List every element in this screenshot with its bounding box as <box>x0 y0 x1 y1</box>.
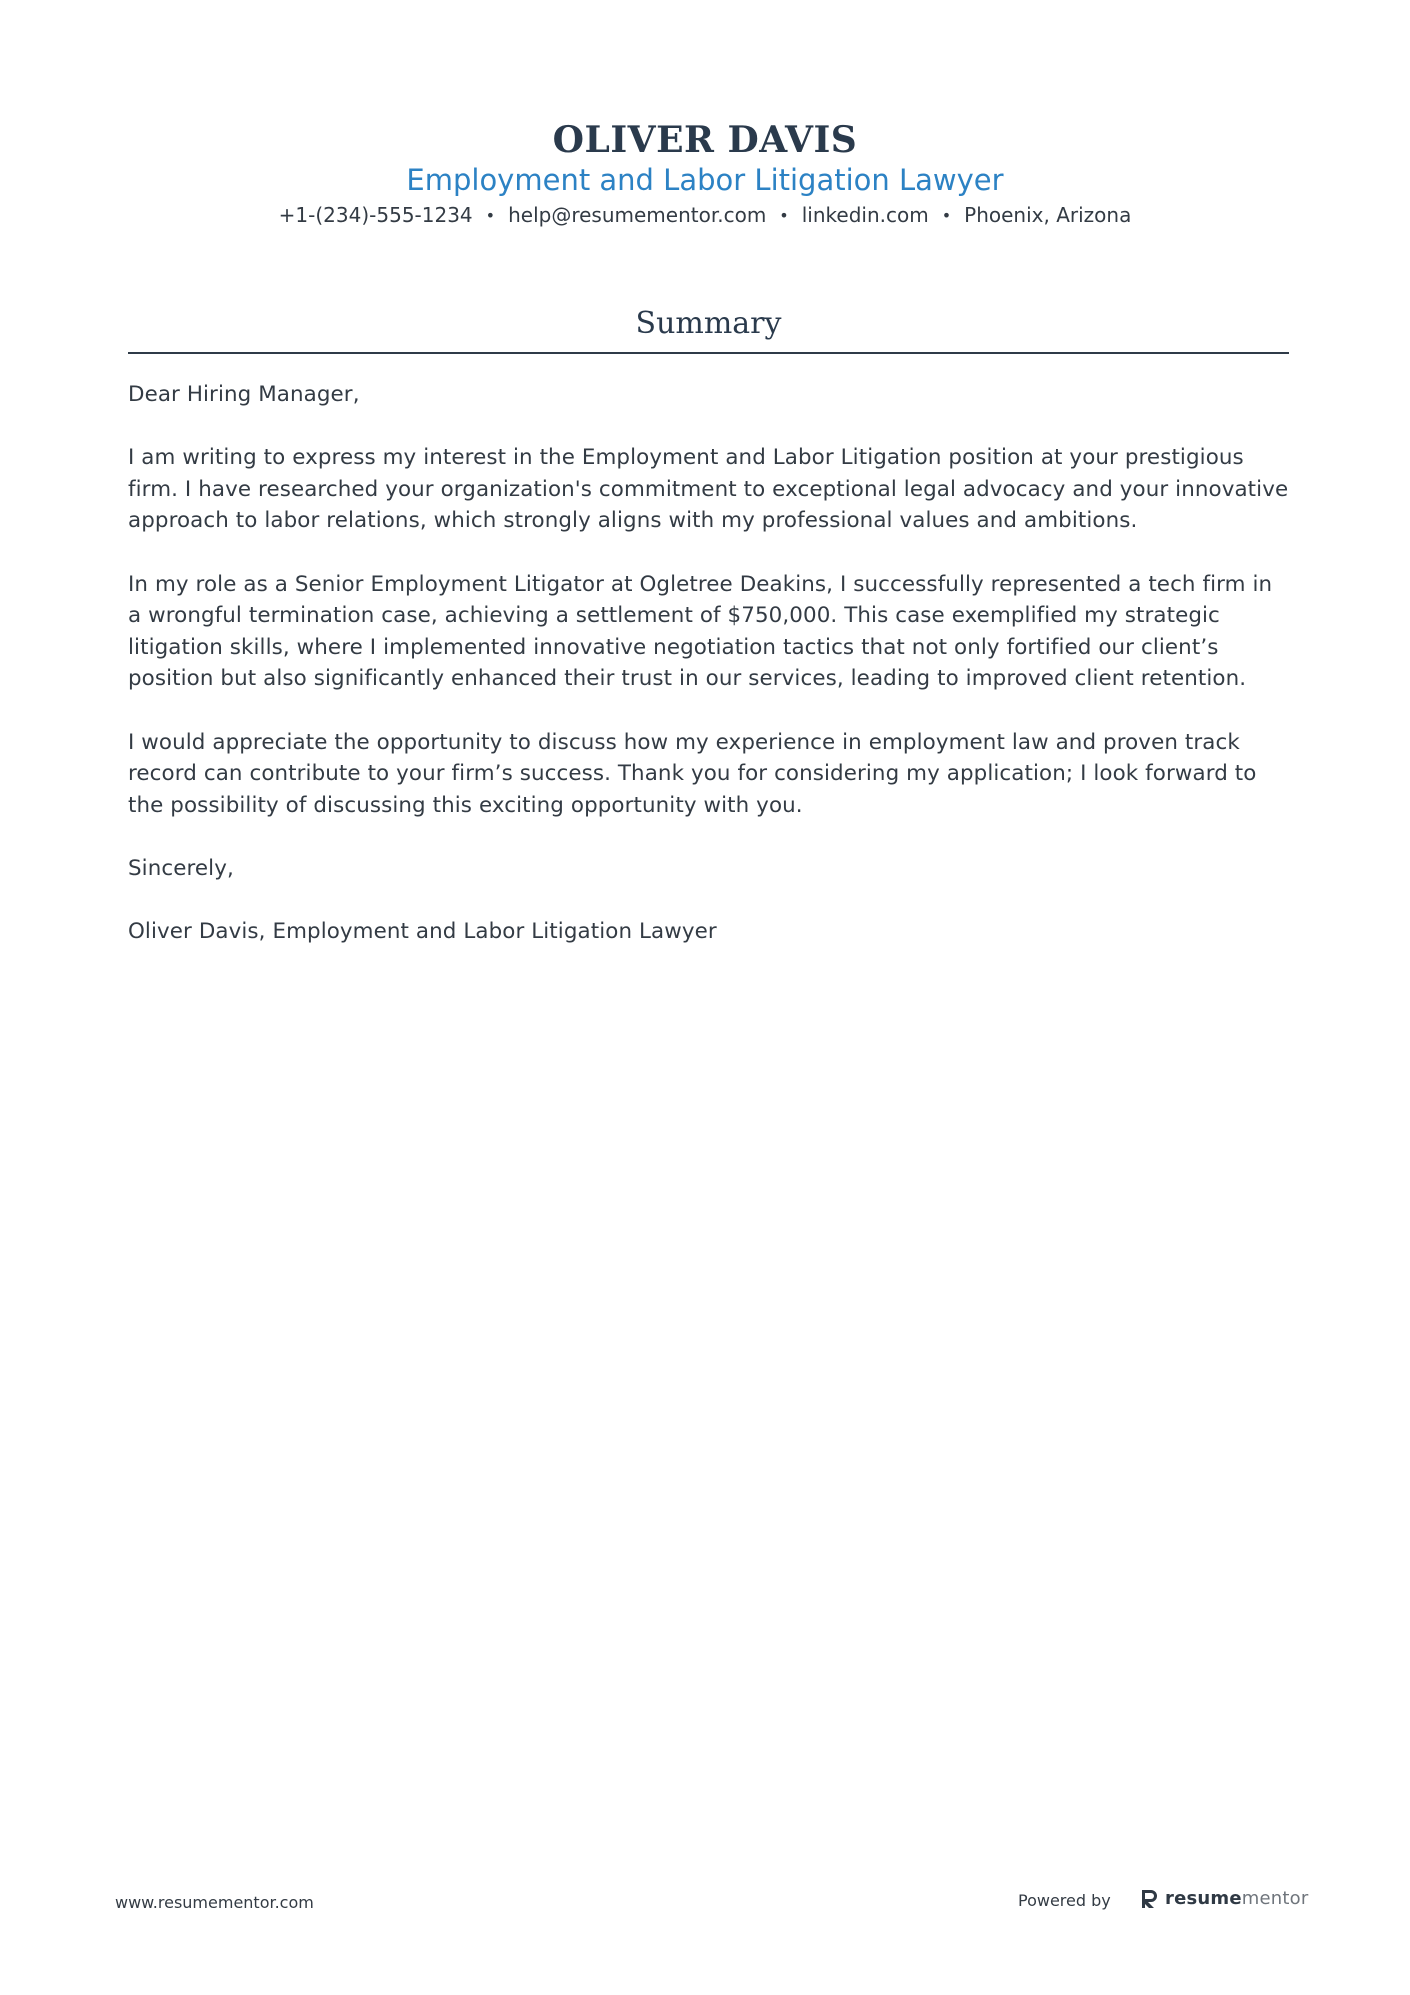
contact-separator: • <box>485 206 496 225</box>
letter-signature: Oliver Davis, Employment and Labor Litigation Lawyer <box>128 919 717 945</box>
footer-powered-by: Powered by <box>1018 1891 1111 1910</box>
footer-logo[interactable] <box>1140 1886 1308 1912</box>
footer-website-link[interactable]: www.resumementor.com <box>115 1893 314 1912</box>
applicant-job-title: Employment and Labor Litigation Lawyer <box>406 163 1004 197</box>
logo-wordmark-bold: resume <box>1165 1888 1242 1909</box>
letter-paragraph: I would appreciate the opportunity to discuss how my experience in employment law and proven track record can contribute to your firm’s success. Thank you for considering my application; I look forward to the possibility of discussing this exciting opportunity with you. <box>128 729 1257 818</box>
letter-paragraph: I am writing to express my interest in the Employment and Labor Litigation position at your prestigious firm. I have researched your organization's commitment to exceptional legal advocacy and your innovative approach to labor relations, which strongly aligns with my professional values and ambitions. <box>128 445 1289 534</box>
letter-header <box>0 116 1410 231</box>
letter-salutation: Dear Hiring Manager, <box>128 382 360 407</box>
letter-closing: Sincerely, <box>128 855 234 881</box>
resumementor-logo-icon <box>1140 1888 1160 1910</box>
section-divider <box>128 352 1289 354</box>
letter-body <box>128 379 1289 979</box>
applicant-name: OLIVER DAVIS <box>552 119 858 161</box>
contact-email[interactable]: help@resumementor.com <box>508 203 767 227</box>
contact-phone: +1-(234)-555-1234 <box>278 203 473 227</box>
contact-line <box>0 200 1410 231</box>
section-title: Summary <box>635 306 782 341</box>
contact-linkedin[interactable]: linkedin.com <box>801 203 929 227</box>
contact-location: Phoenix, Arizona <box>964 203 1132 227</box>
contact-separator: • <box>779 206 789 225</box>
letter-paragraph: In my role as a Senior Employment Litigator at Ogletree Deakins, I successfully represented a tech firm in a wrongful termination case, achieving a settlement of $750,000. This case exemplified my strategic litigation skills, where I implemented innovative negotiation tactics that not only fortified our client’s position but also significantly enhanced their trust in our services, leading to improved client retention. <box>128 571 1273 692</box>
contact-separator: • <box>941 206 952 225</box>
logo-wordmark-light: mentor <box>1241 1888 1309 1909</box>
logo-wordmark <box>1165 1886 1308 1912</box>
